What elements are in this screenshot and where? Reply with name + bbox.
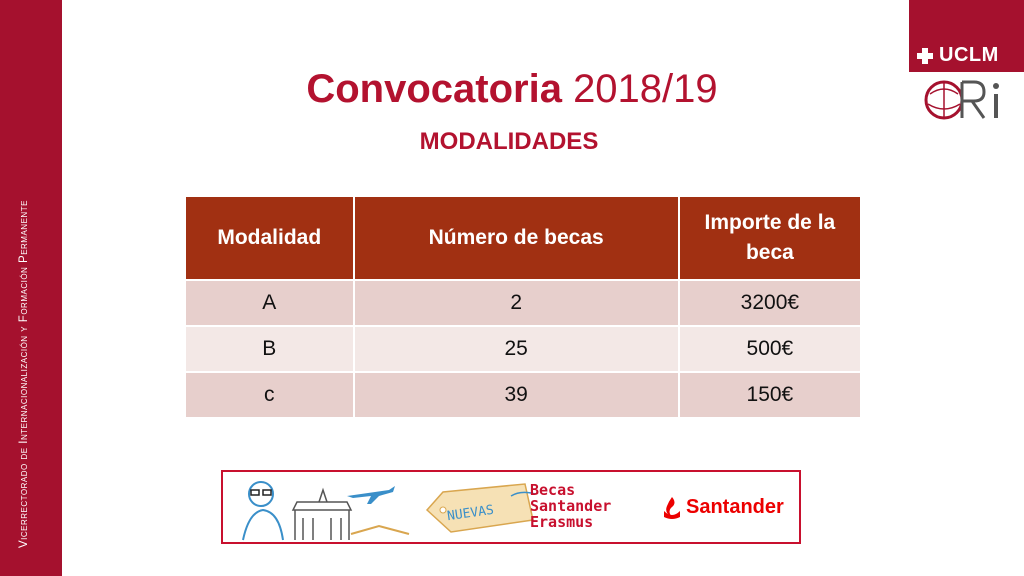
title-year-part: 2018/19 — [573, 67, 718, 111]
table-cell: c — [186, 372, 354, 417]
table-cell: 150€ — [679, 372, 860, 417]
uclm-logo-text: UCLM — [939, 44, 999, 66]
svg-text:Ri: Ri — [922, 74, 923, 75]
table-row — [186, 280, 860, 326]
page-title — [0, 62, 1024, 116]
table-cell: B — [186, 326, 354, 372]
becas-line: Becas — [530, 481, 576, 499]
table-row — [186, 326, 860, 372]
santander-flame-icon — [663, 497, 681, 519]
becas-santander-erasmus-text — [530, 482, 611, 530]
table-cell: 25 — [354, 326, 679, 372]
table-header-cell: Número de becas — [354, 197, 679, 280]
table-cell: 3200€ — [679, 280, 860, 326]
sidebar-vertical-text: Vicerrectorado de Internacionalización y Formación Permanente — [18, 200, 30, 548]
nuevas-tag-text: NUEVAS — [446, 502, 495, 525]
table-header-cell: Importe de la beca — [679, 197, 860, 280]
page-subtitle — [0, 128, 1024, 156]
modalidades-table — [186, 197, 860, 417]
becas-line: Santander — [530, 497, 612, 515]
table-cell: A — [186, 280, 354, 326]
table-header-cell: Modalidad — [186, 197, 354, 280]
table-header-row — [186, 197, 860, 280]
subtitle-text: MODALIDADES — [419, 128, 599, 155]
title-bold-part: Convocatoria — [306, 67, 562, 111]
table-cell: 39 — [354, 372, 679, 417]
becas-line: Erasmus — [530, 513, 594, 531]
santander-logo-text: Santander — [686, 496, 784, 518]
santander-logo — [663, 496, 784, 519]
table-cell: 500€ — [679, 326, 860, 372]
travel-illustration-icon — [229, 474, 419, 542]
santander-erasmus-banner — [221, 470, 801, 544]
table-cell: 2 — [354, 280, 679, 326]
table-row — [186, 372, 860, 417]
